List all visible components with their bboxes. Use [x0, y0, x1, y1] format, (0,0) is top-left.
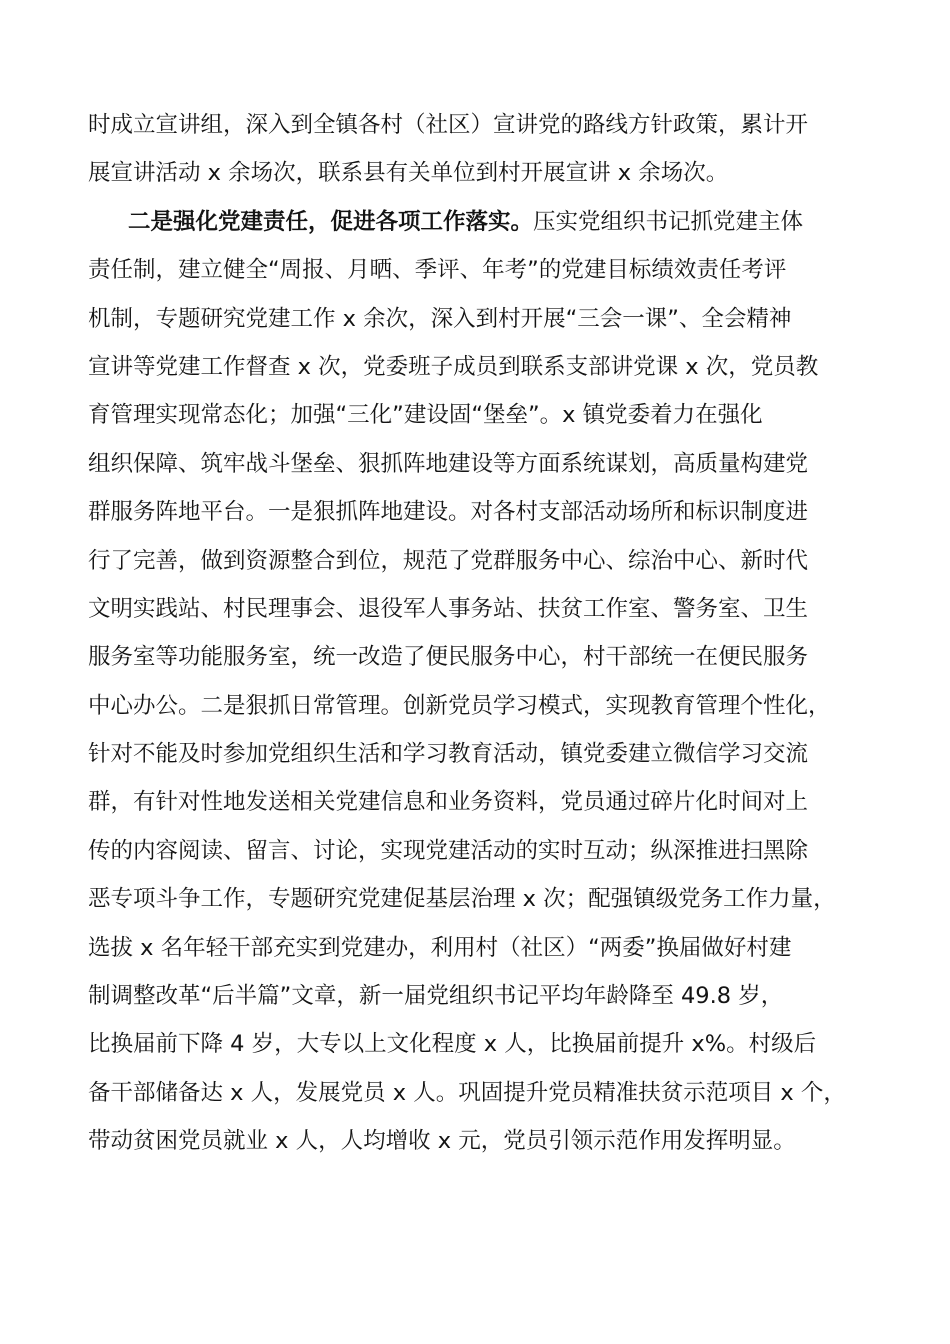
text-line: 中心办公。二是狠抓日常管理。创新党员学习模式，实现教育管理个性化， — [88, 692, 831, 719]
text-line: 比换届前下降 4 岁，大专以上文化程度 x 人，比换届前提升 x%。村级后 — [88, 1031, 817, 1058]
text-line: 机制，专题研究党建工作 x 余次，深入到村开展“三会一课”、全会精神 — [88, 305, 792, 332]
paragraph-lead-heading: 二是强化党建责任，促进各项工作落实。 — [128, 208, 534, 235]
text-line: 组织保障、筑牢战斗堡垒、狠抓阵地建设等方面系统谋划，高质量构建党 — [88, 450, 809, 477]
body-text — [88, 101, 878, 1166]
text-line: 带动贫困党员就业 x 人，人均增收 x 元，党员引领示范作用发挥明显。 — [88, 1128, 796, 1155]
text-line: 恶专项斗争工作，专题研究党建促基层治理 x 次；配强镇级党务工作力量， — [88, 886, 836, 913]
text-line: 育管理实现常态化；加强“三化”建设固“堡垒”。x 镇党委着力在强化 — [88, 402, 763, 429]
text-line: 文明实践站、村民理事会、退役军人事务站、扶贫工作室、警务室、卫生 — [88, 595, 809, 622]
text-line: 展宣讲活动 x 余场次，联系县有关单位到村开展宣讲 x 余场次。 — [88, 160, 729, 187]
paragraph-lead-continuation: 压实党组织书记抓党建主体 — [533, 208, 804, 235]
text-line: 备干部储备达 x 人，发展党员 x 人。巩固提升党员精准扶贫示范项目 x 个， — [88, 1079, 846, 1106]
text-line: 针对不能及时参加党组织生活和学习教育活动，镇党委建立微信学习交流 — [88, 741, 809, 768]
text-line: 责任制，建立健全“周报、月晒、季评、年考”的党建目标绩效责任考评 — [88, 257, 787, 284]
text-line: 行了完善，做到资源整合到位，规范了党群服务中心、综治中心、新时代 — [88, 547, 809, 574]
text-line: 时成立宣讲组，深入到全镇各村（社区）宣讲党的路线方针政策，累计开 — [88, 112, 809, 138]
text-line: 制调整改革“后半篇”文章，新一届党组织书记平均年龄降至 49.8 岁， — [88, 983, 784, 1010]
text-line: 宣讲等党建工作督查 x 次，党委班子成员到联系支部讲党课 x 次，党员教 — [88, 353, 819, 380]
text-line: 群服务阵地平台。一是狠抓阵地建设。对各村支部活动场所和标识制度进 — [88, 499, 809, 526]
paragraph-start-line — [88, 198, 878, 246]
text-line: 服务室等功能服务室，统一改造了便民服务中心，村干部统一在便民服务 — [88, 644, 809, 671]
text-line: 传的内容阅读、留言、讨论，实现党建活动的实时互动；纵深推进扫黑除 — [88, 837, 809, 864]
text-line: 选拔 x 名年轻干部充实到党建办，利用村（社区）“两委”换届做好村建 — [88, 934, 792, 961]
text-line: 群，有针对性地发送相关党建信息和业务资料，党员通过碎片化时间对上 — [88, 789, 809, 816]
